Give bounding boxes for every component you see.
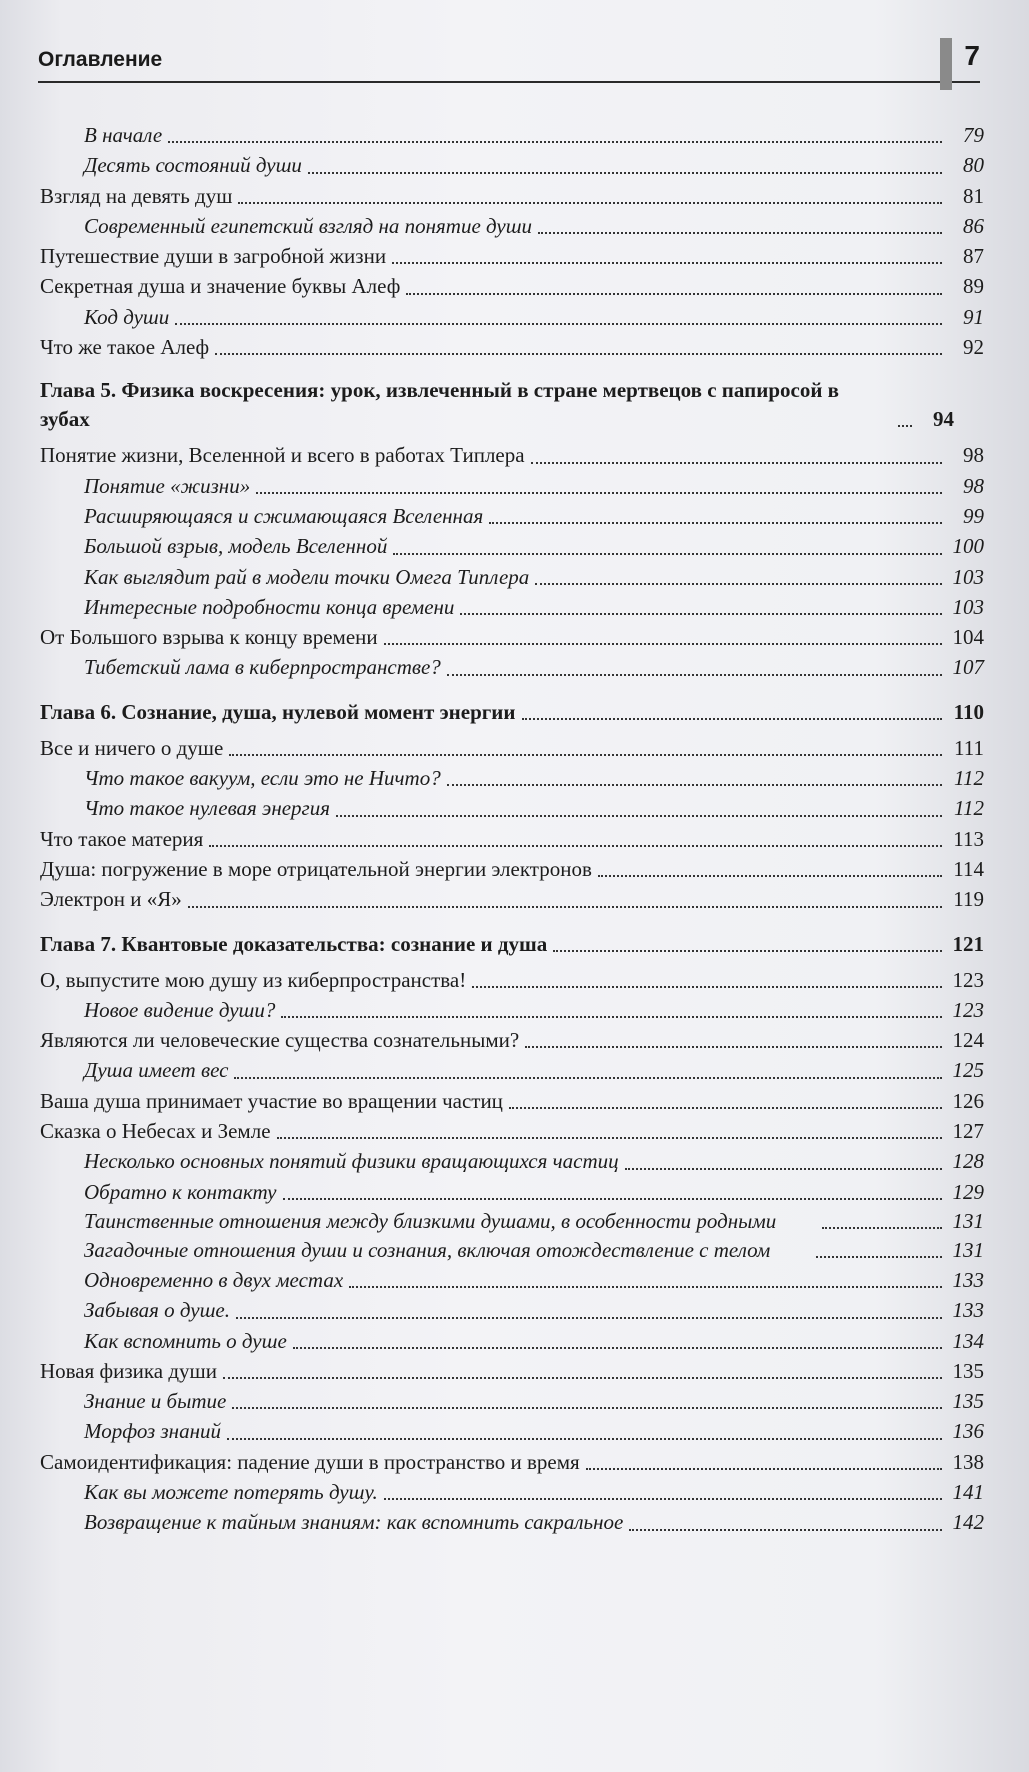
toc-entry-page: 114: [953, 856, 984, 881]
toc-section-entry: [40, 241, 984, 271]
toc-entry-page: 135: [952, 1358, 984, 1383]
toc-entry-title: Как выглядит рай в модели точки Омега Типлера: [84, 564, 530, 589]
toc-entry-page: 94: [933, 407, 954, 432]
dot-leader: [816, 1254, 942, 1258]
dot-leader: [553, 948, 942, 952]
toc-subsection-entry: [40, 652, 984, 682]
toc-entry-title: В начале: [84, 123, 163, 147]
toc-entry-title: Код души: [84, 304, 170, 329]
toc-entry-page: 98: [963, 473, 984, 498]
dot-leader: [256, 490, 942, 494]
dot-leader: [349, 1284, 942, 1288]
toc-entry-page: 80: [963, 153, 984, 178]
toc-entry-page: 119: [953, 887, 984, 912]
toc-entry-page: 127: [952, 1119, 984, 1144]
toc-subsection-entry: [40, 1386, 984, 1416]
dot-leader: [531, 460, 942, 464]
toc-entry-page: 121: [952, 931, 984, 956]
toc-entry-title: Взгляд на девять душ: [40, 183, 233, 208]
toc-subsection-entry: [40, 471, 984, 501]
toc-subsection-entry: [40, 531, 984, 561]
toc-chapter-heading: [40, 697, 984, 727]
toc-entry-page: 133: [952, 1267, 984, 1292]
toc-subsection-entry: [40, 592, 984, 622]
toc-entry-page: 129: [952, 1179, 984, 1204]
toc-section-entry: [40, 181, 984, 211]
dot-leader: [447, 672, 942, 676]
dot-leader: [215, 351, 942, 355]
toc-entry-title: Возвращение к тайным знаниям: как вспомнить сакральное: [84, 1510, 624, 1535]
dot-leader: [538, 230, 942, 234]
toc-entry-title: Понятие «жизни»: [84, 473, 251, 498]
toc-section-entry: [40, 965, 984, 995]
toc-entry-page: 100: [952, 534, 984, 559]
dot-leader: [522, 716, 943, 720]
toc-section-entry: [40, 1086, 984, 1116]
dot-leader: [336, 813, 942, 817]
toc-entry-page: 98: [963, 443, 984, 468]
toc-section-entry: [40, 271, 984, 301]
dot-leader: [238, 200, 942, 204]
dot-leader: [293, 1345, 942, 1349]
toc-entry-title: Забывая о душе.: [84, 1298, 231, 1323]
dot-leader: [232, 1405, 942, 1409]
toc-entry-title: Секретная душа и значение буквы Алеф: [40, 274, 401, 299]
toc-subsection-entry: [40, 1416, 984, 1446]
toc-entry-page: 103: [952, 564, 984, 589]
toc-subsection-entry: [40, 1507, 984, 1537]
toc-entry-title: Таинственные отношения между близкими душами, в особенности родными: [84, 1208, 777, 1233]
toc-section-entry: [40, 1116, 984, 1146]
dot-leader: [236, 1315, 942, 1319]
toc-entry-page: 124: [952, 1028, 984, 1053]
toc-entry-title: Глава 5. Физика воскресения: урок, извлеченный в стране мертвецов с папиросой в зубах: [40, 378, 840, 432]
toc-entry-title: Глава 6. Сознание, душа, нулевой момент энергии: [40, 699, 516, 724]
toc-entry-title: Расширяющаяся и сжимающаяся Вселенная: [84, 503, 484, 528]
toc-entry-page: 110: [953, 699, 984, 724]
page-number: 7: [964, 40, 980, 71]
toc-subsection-entry: [40, 150, 984, 180]
toc-entry-title: Новая физика души: [40, 1358, 217, 1383]
toc-entry-title: Что такое вакуум, если это не Ничто?: [84, 766, 441, 791]
toc-entry-page: 126: [952, 1088, 984, 1113]
toc-entry-title: Душа: погружение в море отрицательной энергии электронов: [40, 856, 592, 881]
dot-leader: [234, 1075, 942, 1079]
dot-leader: [229, 752, 942, 756]
toc-entry-page: 138: [952, 1449, 984, 1474]
toc-entry-page: 136: [952, 1419, 984, 1444]
toc-entry-title: Большой взрыв, модель Вселенной: [84, 534, 388, 559]
toc-entry-page: 142: [952, 1510, 984, 1535]
toc-entry-page: 123: [952, 967, 984, 992]
dot-leader: [393, 551, 942, 555]
thumb-tab-marker: [940, 38, 952, 90]
toc-subsection-entry: [40, 1146, 984, 1176]
toc-entry-title: Новое видение души?: [84, 997, 276, 1022]
toc-entry-page: 107: [952, 655, 984, 680]
toc-entry-title: Загадочные отношения души и сознания, включая отождествление с телом: [84, 1237, 771, 1262]
dot-leader: [209, 843, 942, 847]
toc-subsection-entry: [40, 1477, 984, 1507]
toc-section-entry: [40, 1447, 984, 1477]
toc-entry-title: Как вы можете потерять душу.: [84, 1479, 378, 1504]
toc-entry-page: 87: [963, 244, 984, 269]
toc-entry-title: Электрон и «Я»: [40, 887, 182, 912]
toc-entry-title: Обратно к контакту: [84, 1179, 277, 1204]
toc-entry-title: Являются ли человеческие существа сознательными?: [40, 1028, 520, 1053]
dot-leader: [281, 1014, 942, 1018]
dot-leader: [898, 423, 912, 427]
dot-leader: [489, 520, 942, 524]
dot-leader: [472, 984, 942, 988]
toc-section-entry: [40, 854, 984, 884]
toc-entry-page: 128: [952, 1149, 984, 1174]
toc-chapter-heading: [40, 376, 984, 434]
toc-entry-title: Ваша душа принимает участие во вращении частиц: [40, 1088, 503, 1113]
toc-entry-title: Душа имеет вес: [84, 1058, 229, 1083]
toc-entry-title: Тибетский лама в киберпространстве?: [84, 655, 441, 680]
toc-entry-title: Что же такое Алеф: [40, 335, 210, 360]
dot-leader: [598, 873, 942, 877]
dot-leader: [384, 641, 942, 645]
toc-section-entry: [40, 884, 984, 914]
toc-entry-page: 125: [952, 1058, 984, 1083]
toc-entry-title: Что такое материя: [40, 826, 204, 851]
dot-leader: [629, 1527, 942, 1531]
toc-section-entry: [40, 824, 984, 854]
toc-entry-page: 104: [952, 625, 984, 650]
toc-entry-page: 123: [952, 997, 984, 1022]
dot-leader: [227, 1436, 942, 1440]
toc-entry-title: Сказка о Небесах и Земле: [40, 1119, 271, 1144]
toc-entry-page: 79: [963, 123, 984, 147]
toc-subsection-entry: [40, 793, 984, 823]
toc-entry-title: От Большого взрыва к концу времени: [40, 625, 378, 650]
dot-leader: [188, 904, 942, 908]
toc-section-entry: [40, 622, 984, 652]
dot-leader: [392, 260, 942, 264]
toc-subsection-entry: [40, 1326, 984, 1356]
toc-entry-title: Морфоз знаний: [84, 1419, 222, 1444]
toc-section-entry: [40, 440, 984, 470]
toc-entry-title: О, выпустите мою душу из киберпространства!: [40, 967, 467, 992]
toc-entry-page: 133: [952, 1298, 984, 1323]
toc-subsection-entry: [40, 1295, 984, 1325]
toc-entry-page: 112: [954, 766, 984, 791]
toc-entry-page: 103: [952, 594, 984, 619]
dot-leader: [586, 1466, 942, 1470]
toc-entry-title: Все и ничего о душе: [40, 735, 224, 760]
dot-leader: [447, 782, 942, 786]
toc-subsection-entry: [40, 1177, 984, 1207]
toc-entry-title: Интересные подробности конца времени: [84, 594, 455, 619]
table-of-contents: [40, 120, 984, 1538]
toc-subsection-entry: [40, 562, 984, 592]
toc-entry-title: Несколько основных понятий физики вращающихся частиц: [84, 1149, 619, 1174]
toc-section-entry: [40, 1025, 984, 1055]
toc-chapter-heading: [40, 929, 984, 959]
dot-leader: [460, 611, 942, 615]
dot-leader: [223, 1375, 942, 1379]
dot-leader: [406, 291, 942, 295]
toc-subsection-entry: [40, 120, 984, 150]
toc-subsection-entry: [40, 501, 984, 531]
toc-entry-title: Путешествие души в загробной жизни: [40, 244, 387, 269]
dot-leader: [535, 581, 942, 585]
dot-leader: [625, 1166, 942, 1170]
header-rule: [38, 81, 980, 83]
toc-entry-page: 113: [953, 826, 984, 851]
toc-subsection-entry: [40, 763, 984, 793]
toc-entry-title: Знание и бытие: [84, 1389, 227, 1414]
dot-leader: [308, 170, 942, 174]
toc-entry-page: 89: [963, 274, 984, 299]
toc-entry-page: 111: [954, 735, 984, 760]
toc-entry-page: 135: [952, 1389, 984, 1414]
toc-subsection-entry: [40, 995, 984, 1025]
toc-subsection-entry: [40, 211, 984, 241]
toc-entry-page: 131: [952, 1208, 984, 1233]
toc-entry-page: 81: [963, 183, 984, 208]
toc-entry-page: 92: [963, 335, 984, 360]
toc-subsection-entry: [40, 1236, 984, 1265]
toc-entry-title: Что такое нулевая энергия: [84, 796, 331, 821]
toc-subsection-entry: [40, 1265, 984, 1295]
toc-entry-title: Десять состояний души: [84, 153, 302, 178]
toc-entry-page: 134: [952, 1328, 984, 1353]
toc-subsection-entry: [40, 302, 984, 332]
dot-leader: [277, 1135, 942, 1139]
toc-entry-page: 91: [963, 304, 984, 329]
toc-entry-title: Современный египетский взгляд на понятие души: [84, 213, 533, 238]
toc-entry-page: 112: [954, 796, 984, 821]
toc-entry-title: Как вспомнить о душе: [84, 1328, 287, 1353]
toc-section-entry: [40, 1356, 984, 1386]
dot-leader: [822, 1225, 942, 1229]
toc-entry-page: 131: [952, 1237, 984, 1262]
toc-subsection-entry: [40, 1055, 984, 1085]
dot-leader: [175, 321, 942, 325]
dot-leader: [168, 139, 942, 143]
toc-entry-title: Глава 7. Квантовые доказательства: сознание и душа: [40, 931, 548, 956]
dot-leader: [283, 1196, 942, 1200]
toc-entry-title: Самоидентификация: падение души в пространство и время: [40, 1449, 580, 1474]
running-header: [38, 38, 980, 90]
toc-section-entry: [40, 332, 984, 362]
toc-entry-title: Одновременно в двух местах: [84, 1267, 344, 1292]
dot-leader: [384, 1496, 942, 1500]
dot-leader: [509, 1105, 942, 1109]
toc-entry-page: 86: [963, 213, 984, 238]
toc-subsection-entry: [40, 1207, 984, 1236]
toc-section-entry: [40, 733, 984, 763]
section-title: Оглавление: [38, 48, 163, 71]
toc-entry-title: Понятие жизни, Вселенной и всего в работах Типлера: [40, 443, 525, 468]
toc-entry-page: 141: [952, 1479, 984, 1504]
toc-entry-page: 99: [963, 503, 984, 528]
dot-leader: [525, 1044, 942, 1048]
